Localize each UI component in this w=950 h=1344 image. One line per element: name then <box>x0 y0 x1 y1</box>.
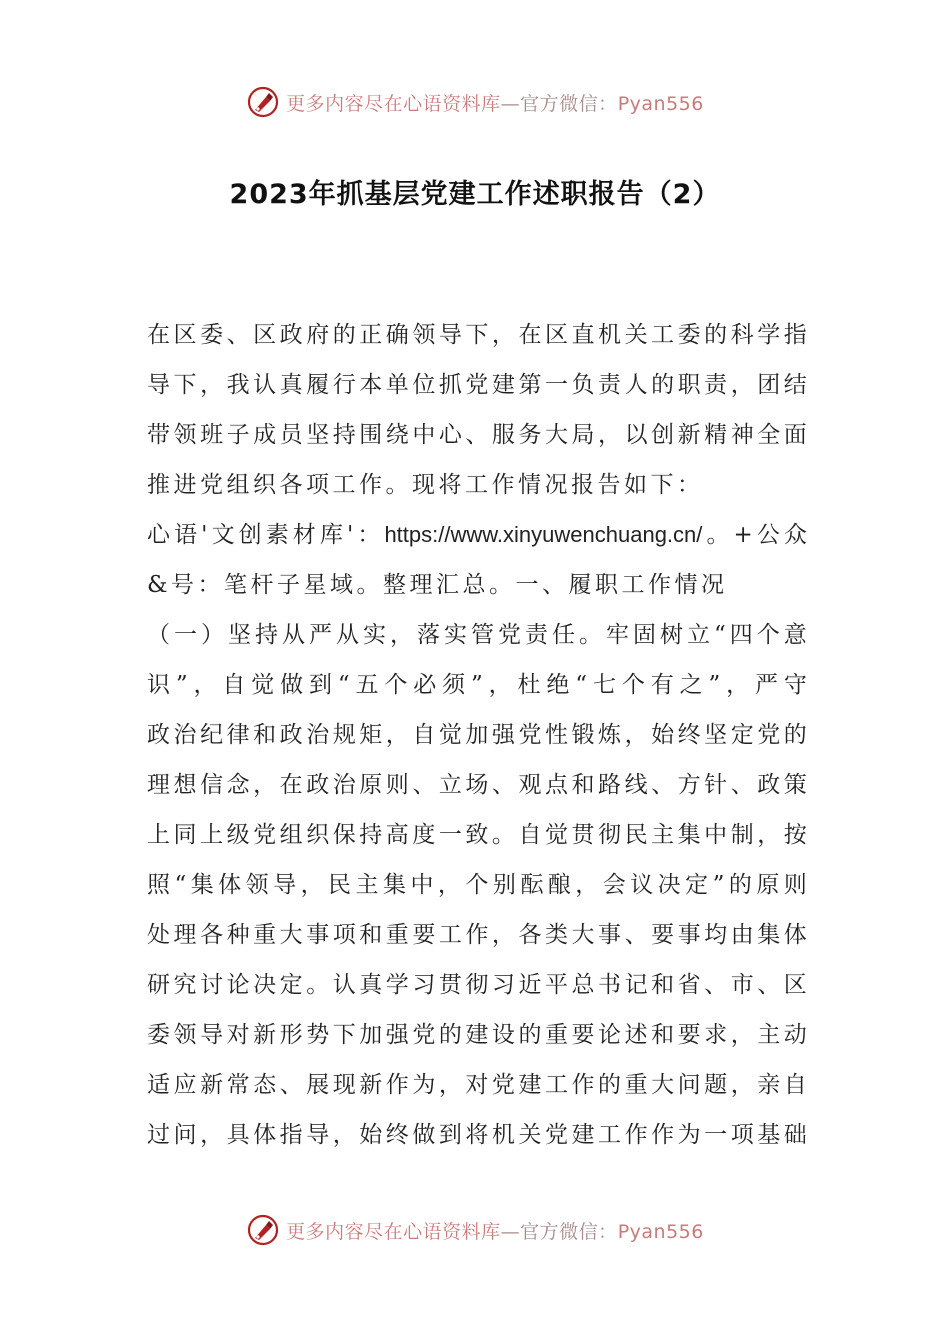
banner-brand: 更多内容尽在心语资料库 <box>286 1220 501 1243</box>
paragraph-line: 照 “ 集 体 领 导 ， 民 主 集 中 ， 个 别 酝 酿 ， 会 议 决 定 ” 的 原 则 <box>147 872 807 898</box>
banner-wechat-label: 官方微信： <box>520 92 618 115</box>
paragraph-line: &号：笔杆子星域。整理汇总。一、履职工作情况 <box>147 572 728 598</box>
banner-wechat-label: 官方微信： <box>520 1220 618 1243</box>
paragraph-line: 研 究 讨 论 决 定 。 认 真 学 习 贯 彻 习 近 平 总 书 记 和 省 、 市 、 区 <box>147 972 807 998</box>
footer-banner <box>0 1210 950 1250</box>
banner-dash: — <box>500 92 521 115</box>
banner-dash: — <box>500 1220 521 1243</box>
pen-nib-logo-icon <box>246 85 280 119</box>
paragraph-line: 推进党组织各项工作。现将工作情况报告如下： <box>147 472 704 498</box>
paragraph-line: 委 领 导 对 新 形 势 下 加 强 党 的 建 设 的 重 要 论 述 和 要 求 ， 主 动 <box>147 1022 807 1048</box>
document-title: 2023年抓基层党建工作述职报告（2） <box>229 179 721 210</box>
paragraph-line: 带 领 班 子 成 员 坚 持 围 绕 中 心 、 服 务 大 局 ， 以 创 新 精 神 全 面 <box>147 422 807 448</box>
paragraph-line: 心 语 ' 文 创 素 材 库 ' ： https://www.xinyuwenchuang.cn/ 。 + 公 众 <box>147 522 807 548</box>
pen-nib-logo-icon <box>246 1213 280 1247</box>
paragraph-line: 过 问 ， 具 体 指 导 ， 始 终 做 到 将 机 关 党 建 工 作 作 为 一 项 基 础 <box>147 1122 807 1148</box>
header-banner <box>0 82 950 122</box>
paragraph-line: 上 同 上 级 党 组 织 保 持 高 度 一 致 。 自 觉 贯 彻 民 主 集 中 制 ， 按 <box>147 822 807 848</box>
banner-brand: 更多内容尽在心语资料库 <box>286 92 501 115</box>
paragraph-line: （ 一 ） 坚 持 从 严 从 实 ， 落 实 管 党 责 任 。 牢 固 树 立 “ 四 个 意 <box>147 622 807 648</box>
banner-wechat-id: Pyan556 <box>617 92 704 115</box>
paragraph-line: 导 下 ， 我 认 真 履 行 本 单 位 抓 党 建 第 一 负 责 人 的 职 责 ， 团 结 <box>147 372 807 398</box>
document-body <box>147 310 807 1160</box>
paragraph-line: 处 理 各 种 重 大 事 项 和 重 要 工 作 ， 各 类 大 事 、 要 事 均 由 集 体 <box>147 922 807 948</box>
paragraph-line: 在 区 委 、 区 政 府 的 正 确 领 导 下 ， 在 区 直 机 关 工 委 的 科 学 指 <box>147 322 807 348</box>
paragraph-line: 理 想 信 念 ， 在 政 治 原 则 、 立 场 、 观 点 和 路 线 、 方 针 、 政 策 <box>147 772 807 798</box>
paragraph-line: 政 治 纪 律 和 政 治 规 矩 ， 自 觉 加 强 党 性 锻 炼 ， 始 终 坚 定 党 的 <box>147 722 807 748</box>
banner-text <box>286 89 704 116</box>
banner-text <box>286 1217 704 1244</box>
paragraph-line: 适 应 新 常 态 、 展 现 新 作 为 ， 对 党 建 工 作 的 重 大 问 题 ， 亲 自 <box>147 1072 807 1098</box>
paragraph-line: 识 ” ， 自 觉 做 到 “ 五 个 必 须 ” ， 杜 绝 “ 七 个 有 之 ” ， 严 守 <box>147 672 807 698</box>
banner-wechat-id: Pyan556 <box>617 1220 704 1243</box>
